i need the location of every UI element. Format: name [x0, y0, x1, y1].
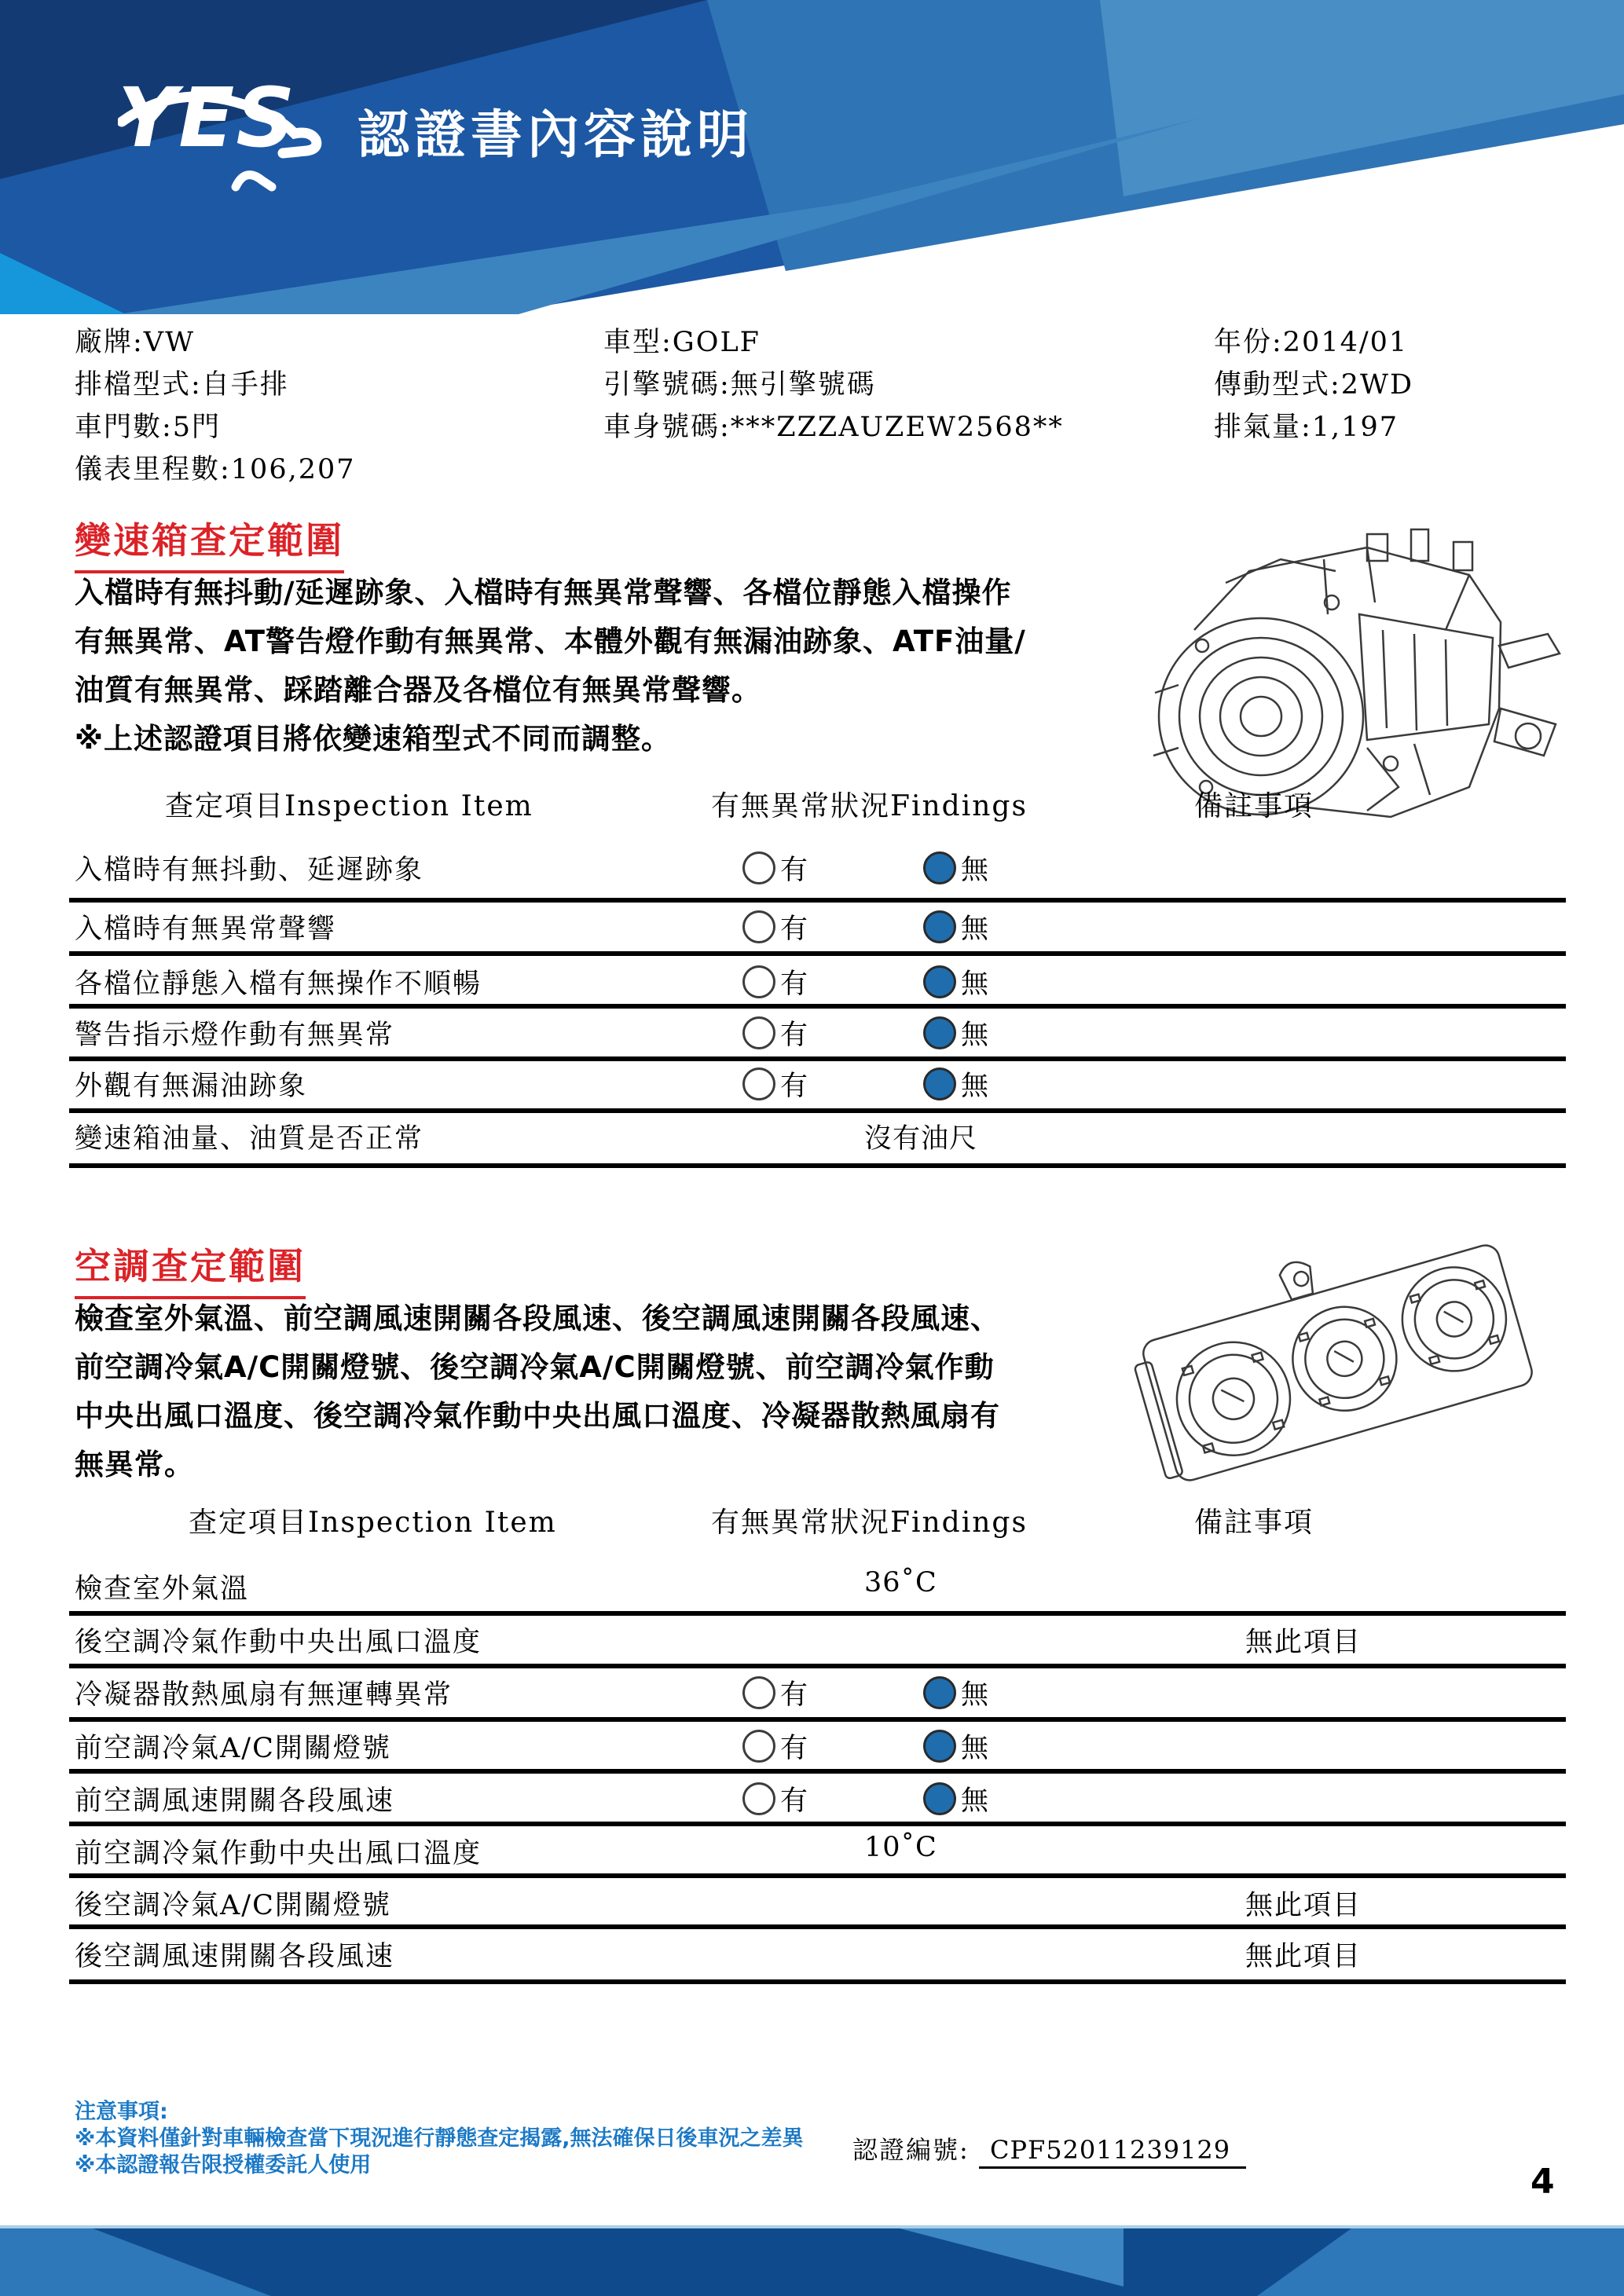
radio-no-circle[interactable] [923, 1782, 956, 1815]
table-row [75, 1064, 1567, 1105]
radio-no-label: 無 [961, 1679, 990, 1711]
table-bottom-border [69, 1163, 1566, 1168]
t2-header-findings: 有無異常狀況Findings [711, 1507, 1028, 1539]
row-divider [69, 951, 1566, 956]
table-row [75, 1117, 1567, 1158]
cert-number-value: CPF52011239129 [979, 2135, 1246, 2169]
aircon-panel-drawing-icon [1108, 1214, 1579, 1496]
desc-line: 檢查室外氣溫、前空調風速開關各段風速、後空調風速開關各段風速、 [75, 1302, 1000, 1335]
desc-line: ※上述認證項目將依變速箱型式不同而調整。 [75, 722, 671, 756]
radio-no-label: 無 [961, 1071, 990, 1102]
radio-yes-label: 有 [780, 969, 809, 1000]
row-divider [69, 1108, 1566, 1113]
radio-no[interactable] [923, 1673, 989, 1712]
table-row [75, 1884, 1567, 1924]
radio-yes[interactable] [742, 907, 808, 947]
row-divider [69, 1611, 1566, 1616]
desc-line: 有無異常、AT警告燈作動有無異常、本體外觀有無漏油跡象、ATF油量/ [75, 624, 1026, 658]
table-row [75, 1673, 1567, 1714]
desc-line: 前空調冷氣A/C開關燈號、後空調冷氣A/C開關燈號、前空調冷氣作動 [75, 1350, 995, 1384]
table-row [75, 1567, 1567, 1608]
info-vin: 車身號碼:***ZZZAUZEW2568** [603, 412, 1064, 443]
radio-no-label: 無 [961, 1785, 990, 1817]
radio-yes-circle[interactable] [742, 1016, 775, 1049]
row-item-label: 檢查室外氣溫 [75, 1573, 250, 1605]
radio-yes-circle[interactable] [742, 965, 775, 998]
info-mileage: 儀表里程數:106,207 [75, 454, 356, 485]
radio-no-label: 無 [961, 855, 990, 886]
radio-yes-label: 有 [780, 1785, 809, 1817]
radio-yes[interactable] [742, 848, 808, 888]
radio-yes[interactable] [742, 1064, 808, 1104]
radio-no[interactable] [923, 962, 989, 1002]
desc-line: 無異常。 [75, 1448, 194, 1481]
radio-no-label: 無 [961, 969, 990, 1000]
row-findings-text: 沒有油尺 [864, 1123, 978, 1155]
row-item-label: 變速箱油量、油質是否正常 [75, 1123, 424, 1155]
radio-yes-circle[interactable] [742, 910, 775, 943]
info-make: 廠牌:VW [75, 327, 196, 358]
radio-yes-label: 有 [780, 1733, 809, 1764]
radio-no[interactable] [923, 848, 989, 888]
row-divider [69, 1924, 1566, 1929]
row-item-label: 外觀有無漏油跡象 [75, 1071, 308, 1102]
table-row [75, 962, 1567, 1003]
info-doors: 車門數:5門 [75, 412, 222, 443]
radio-no-circle[interactable] [923, 910, 956, 943]
row-item-label: 各檔位靜態入檔有無操作不順暢 [75, 969, 482, 1000]
aircon-description [75, 1294, 1143, 1489]
radio-yes[interactable] [742, 962, 808, 1002]
row-item-label: 前空調冷氣A/C開關燈號 [75, 1733, 391, 1764]
radio-yes[interactable] [742, 1013, 808, 1053]
transmission-description [75, 569, 1143, 764]
radio-no[interactable] [923, 1727, 989, 1766]
table-row [75, 848, 1567, 889]
row-divider [69, 898, 1566, 903]
radio-no[interactable] [923, 907, 989, 947]
row-divider [69, 1056, 1566, 1061]
row-item-label: 後空調風速開關各段風速 [75, 1941, 395, 1972]
row-remark-text: 無此項目 [1245, 1941, 1362, 1972]
radio-no-circle[interactable] [923, 1730, 956, 1763]
cert-number-label: 認證編號: [852, 2135, 970, 2165]
cert-number-line [852, 2130, 1246, 2169]
table-bottom-border [69, 1979, 1566, 1984]
t2-header-remark: 備註事項 [1194, 1507, 1314, 1539]
row-divider [69, 1873, 1566, 1878]
notice-title: 注意事項: [75, 2100, 168, 2124]
radio-yes-label: 有 [780, 1071, 809, 1102]
table-row [75, 1832, 1567, 1873]
row-divider [69, 1664, 1566, 1668]
row-findings-text: 36˚C [864, 1567, 937, 1598]
radio-yes[interactable] [742, 1727, 808, 1766]
page-header [0, 0, 1624, 330]
page-number: 4 [1531, 2162, 1555, 2202]
row-remark-text: 無此項目 [1245, 1627, 1362, 1658]
info-engine-no: 引擎號碼:無引擎號碼 [603, 369, 876, 401]
row-item-label: 入檔時有無異常聲響 [75, 914, 337, 945]
info-gearbox: 排檔型式:自手排 [75, 369, 289, 401]
table-row [75, 907, 1567, 948]
t1-header-item: 查定項目Inspection Item [165, 790, 533, 822]
row-item-label: 前空調風速開關各段風速 [75, 1785, 395, 1817]
info-model: 車型:GOLF [603, 327, 761, 358]
page-title: 認證書內容說明 [357, 104, 753, 165]
row-item-label: 入檔時有無抖動、延遲跡象 [75, 855, 424, 886]
table-row [75, 1620, 1567, 1661]
table-row [75, 1013, 1567, 1054]
row-divider [69, 1004, 1566, 1009]
notice-line: ※本認證報告限授權委託人使用 [75, 2153, 372, 2177]
desc-line: 油質有無異常、踩踏離合器及各檔位有無異常聲響。 [75, 673, 761, 707]
radio-no-label: 無 [961, 1020, 990, 1051]
radio-no-circle[interactable] [923, 851, 956, 884]
table-row [75, 1727, 1567, 1767]
aircon-illustration [1108, 1214, 1579, 1496]
section-title-aircon: 空調查定範圍 [75, 1238, 306, 1299]
footer-band [0, 2225, 1624, 2296]
radio-yes-circle[interactable] [742, 851, 775, 884]
radio-yes-label: 有 [780, 1020, 809, 1051]
radio-yes[interactable] [742, 1673, 808, 1712]
radio-no-label: 無 [961, 1733, 990, 1764]
desc-line: 入檔時有無抖動/延遲跡象、入檔時有無異常聲響、各檔位靜態入檔操作 [75, 576, 1012, 610]
radio-no-circle[interactable] [923, 1067, 956, 1100]
row-remark-text: 無此項目 [1245, 1890, 1362, 1921]
radio-yes-circle[interactable] [742, 1067, 775, 1100]
radio-yes-circle[interactable] [742, 1676, 775, 1709]
row-divider [69, 1822, 1566, 1826]
radio-no[interactable] [923, 1064, 989, 1104]
radio-no-circle[interactable] [923, 965, 956, 998]
desc-line: 中央出風口溫度、後空調冷氣作動中央出風口溫度、冷凝器散熱風扇有 [75, 1399, 1000, 1433]
row-item-label: 前空調冷氣作動中央出風口溫度 [75, 1838, 482, 1869]
info-drivetrain: 傳動型式:2WD [1214, 369, 1414, 401]
radio-yes-circle[interactable] [742, 1782, 775, 1815]
notice-line: ※本資料僅針對車輛檢查當下現況進行靜態查定揭露,無法確保日後車況之差異 [75, 2126, 804, 2151]
row-item-label: 冷凝器散熱風扇有無運轉異常 [75, 1679, 453, 1711]
radio-yes-label: 有 [780, 855, 809, 886]
radio-yes[interactable] [742, 1779, 808, 1818]
info-year: 年份:2014/01 [1214, 327, 1409, 358]
radio-no-circle[interactable] [923, 1676, 956, 1709]
footer-background-shapes [0, 2225, 1624, 2296]
table-row [75, 1779, 1567, 1820]
radio-no-label: 無 [961, 914, 990, 945]
t2-header-item: 查定項目Inspection Item [189, 1507, 557, 1539]
radio-no[interactable] [923, 1013, 989, 1053]
car-swoosh-icon [118, 70, 322, 196]
radio-yes-circle[interactable] [742, 1730, 775, 1763]
row-divider [69, 1717, 1566, 1722]
radio-yes-label: 有 [780, 914, 809, 945]
radio-yes-label: 有 [780, 1679, 809, 1711]
t1-header-findings: 有無異常狀況Findings [711, 790, 1028, 822]
section-title-transmission: 變速箱查定範圍 [75, 512, 344, 573]
row-item-label: 後空調冷氣作動中央出風口溫度 [75, 1627, 482, 1658]
info-displacement: 排氣量:1,197 [1214, 412, 1399, 443]
row-item-label: 警告指示燈作動有無異常 [75, 1020, 395, 1051]
yes-logo [118, 70, 297, 166]
t1-header-remark: 備註事項 [1194, 790, 1314, 822]
yes-logo-text: YES [118, 70, 297, 166]
radio-no[interactable] [923, 1779, 989, 1818]
row-item-label: 後空調冷氣A/C開關燈號 [75, 1890, 391, 1921]
row-findings-text: 10˚C [864, 1832, 937, 1863]
radio-no-circle[interactable] [923, 1016, 956, 1049]
row-divider [69, 1769, 1566, 1774]
table-row [75, 1935, 1567, 1976]
